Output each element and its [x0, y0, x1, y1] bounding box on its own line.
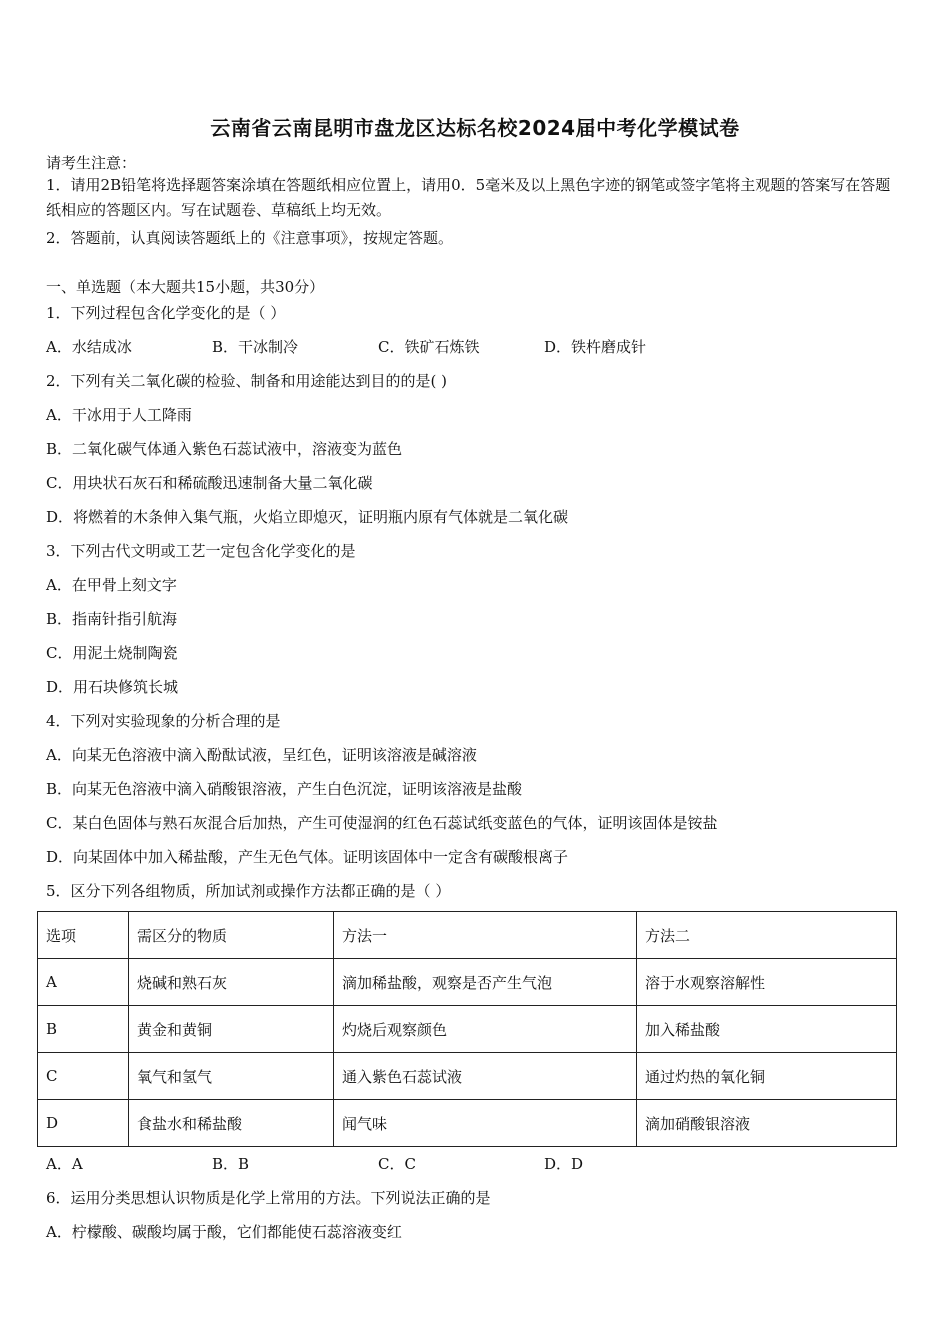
q1-options [46, 336, 646, 357]
q5-table [37, 911, 897, 1147]
table-header-cell: 方法一 [334, 912, 637, 959]
q1-stem: 1．下列过程包含化学变化的是（ ） [46, 304, 286, 322]
table-row [38, 1006, 897, 1053]
table-cell: 灼烧后观察颜色 [334, 1006, 637, 1053]
table-cell: 烧碱和熟石灰 [129, 959, 334, 1006]
table-cell: 氧气和氢气 [129, 1053, 334, 1100]
table-cell: D [38, 1100, 129, 1147]
q2-option-c: C．用块状石灰石和稀硫酸迅速制备大量二氧化碳 [46, 474, 373, 492]
q3-option-d: D．用石块修筑长城 [46, 678, 179, 696]
q2-stem: 2．下列有关二氧化碳的检验、制备和用途能达到目的的是( ) [46, 372, 448, 390]
q1-option-d: D．铁杵磨成针 [544, 338, 647, 356]
q3-option-b: B．指南针指引航海 [46, 610, 178, 628]
table-cell: 黄金和黄铜 [129, 1006, 334, 1053]
q1-option-c: C．铁矿石炼铁 [378, 338, 480, 356]
table-row [38, 959, 897, 1006]
table-header-cell: 选项 [38, 912, 129, 959]
q5-option-c: C．C [378, 1155, 416, 1173]
q4-option-a: A．向某无色溶液中滴入酚酞试液，呈红色，证明该溶液是碱溶液 [46, 746, 477, 764]
q2-option-d: D．将燃着的木条伸入集气瓶，火焰立即熄灭，证明瓶内原有气体就是二氧化碳 [46, 508, 569, 526]
table-cell: 通入紫色石蕊试液 [334, 1053, 637, 1100]
notice-heading: 请考生注意： [46, 154, 137, 172]
table-cell: B [38, 1006, 129, 1053]
q1-option-b: B．干冰制冷 [212, 338, 299, 356]
section-heading: 一、单选题（本大题共15小题，共30分） [46, 278, 325, 296]
q5-option-d: D．D [544, 1155, 584, 1173]
table-cell: 溶于水观察溶解性 [637, 959, 897, 1006]
q2-option-a: A．干冰用于人工降雨 [46, 406, 192, 424]
q6-option-a: A．柠檬酸、碳酸均属于酸，它们都能使石蕊溶液变红 [46, 1223, 402, 1241]
q5-option-a: A．A [46, 1155, 83, 1173]
table-cell: 食盐水和稀盐酸 [129, 1100, 334, 1147]
q5-option-b: B．B [212, 1155, 250, 1173]
q1-option-a: A．水结成冰 [46, 338, 132, 356]
q5-stem: 5．区分下列各组物质，所加试剂或操作方法都正确的是（ ） [46, 882, 451, 900]
q4-stem: 4．下列对实验现象的分析合理的是 [46, 712, 281, 730]
notice-item-2: 2．答题前，认真阅读答题纸上的《注意事项》，按规定答题。 [46, 229, 454, 247]
q4-option-d: D．向某固体中加入稀盐酸，产生无色气体。证明该固体中一定含有碳酸根离子 [46, 848, 569, 866]
table-cell: 滴加稀盐酸，观察是否产生气泡 [334, 959, 637, 1006]
q3-option-a: A．在甲骨上刻文字 [46, 576, 177, 594]
q5-options [46, 1153, 583, 1174]
table-cell: 闻气味 [334, 1100, 637, 1147]
table-cell: A [38, 959, 129, 1006]
table-header-row [38, 912, 897, 959]
table-header-cell: 需区分的物质 [129, 912, 334, 959]
q6-stem: 6．运用分类思想认识物质是化学上常用的方法。下列说法正确的是 [46, 1189, 491, 1207]
page-title: 云南省云南昆明市盘龙区达标名校2024届中考化学模试卷 [210, 116, 740, 140]
table-row [38, 1100, 897, 1147]
notice-item-1: 1．请用2B铅笔将选择题答案涂填在答题纸相应位置上，请用0．5毫米及以上黑色字迹的钢笔或签字笔将主观题的答案写在答题纸相应的答题区内。写在试题卷、草稿纸上均无效。 [46, 176, 891, 219]
q3-stem: 3．下列古代文明或工艺一定包含化学变化的是 [46, 542, 356, 560]
table-row [38, 1053, 897, 1100]
table-cell: 通过灼热的氧化铜 [637, 1053, 897, 1100]
table-cell: 加入稀盐酸 [637, 1006, 897, 1053]
table-cell: C [38, 1053, 129, 1100]
q3-option-c: C．用泥土烧制陶瓷 [46, 644, 178, 662]
q4-option-c: C．某白色固体与熟石灰混合后加热，产生可使湿润的红色石蕊试纸变蓝色的气体，证明该固体是铵盐 [46, 814, 718, 832]
q2-option-b: B．二氧化碳气体通入紫色石蕊试液中，溶液变为蓝色 [46, 440, 403, 458]
q4-option-b: B．向某无色溶液中滴入硝酸银溶液，产生白色沉淀，证明该溶液是盐酸 [46, 780, 523, 798]
table-cell: 滴加硝酸银溶液 [637, 1100, 897, 1147]
table-header-cell: 方法二 [637, 912, 897, 959]
